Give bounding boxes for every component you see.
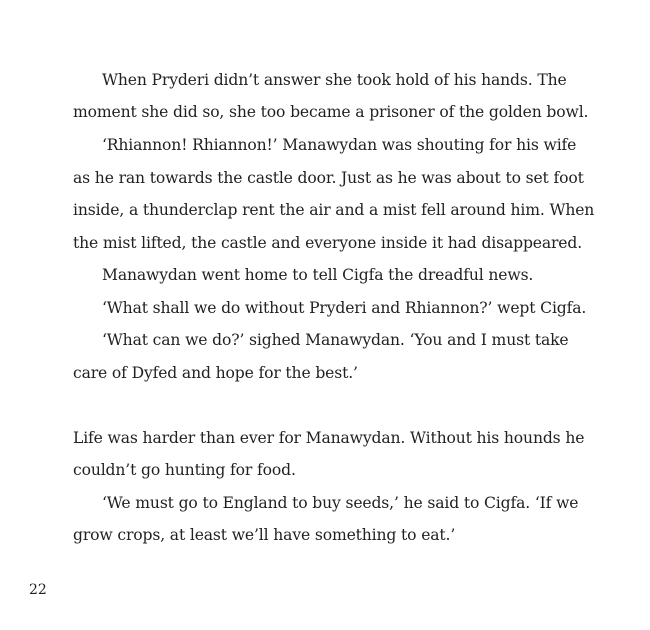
text-line: grow crops, at least we’ll have something to eat.’ (73, 526, 456, 544)
text-line: ‘We must go to England to buy seeds,’ he said to Cigfa. ‘If we (102, 494, 579, 512)
text-line: couldn’t go hunting for food. (73, 461, 296, 479)
text-line: ‘Rhiannon! Rhiannon!’ Manawydan was shouting for his wife (102, 136, 577, 154)
text-line: Life was harder than ever for Manawydan. Without his hounds he (73, 429, 585, 447)
page-number: 22 (29, 582, 47, 598)
text-line: ‘What can we do?’ sighed Manawydan. ‘You and I must take (102, 331, 569, 349)
text-line: When Pryderi didn’t answer she took hold of his hands. The (102, 71, 567, 89)
text-line: the mist lifted, the castle and everyone inside it had disappeared. (73, 234, 583, 252)
text-line: moment she did so, she too became a prisoner of the golden bowl. (73, 103, 589, 121)
text-line: care of Dyfed and hope for the best.’ (73, 364, 358, 382)
text-line: as he ran towards the castle door. Just as he was about to set foot (73, 169, 584, 187)
text-line: Manawydan went home to tell Cigfa the dreadful news. (102, 266, 534, 284)
text-line: inside, a thunderclap rent the air and a mist fell around him. When (73, 201, 595, 219)
text-line: ‘What shall we do without Pryderi and Rhiannon?’ wept Cigfa. (102, 299, 587, 317)
